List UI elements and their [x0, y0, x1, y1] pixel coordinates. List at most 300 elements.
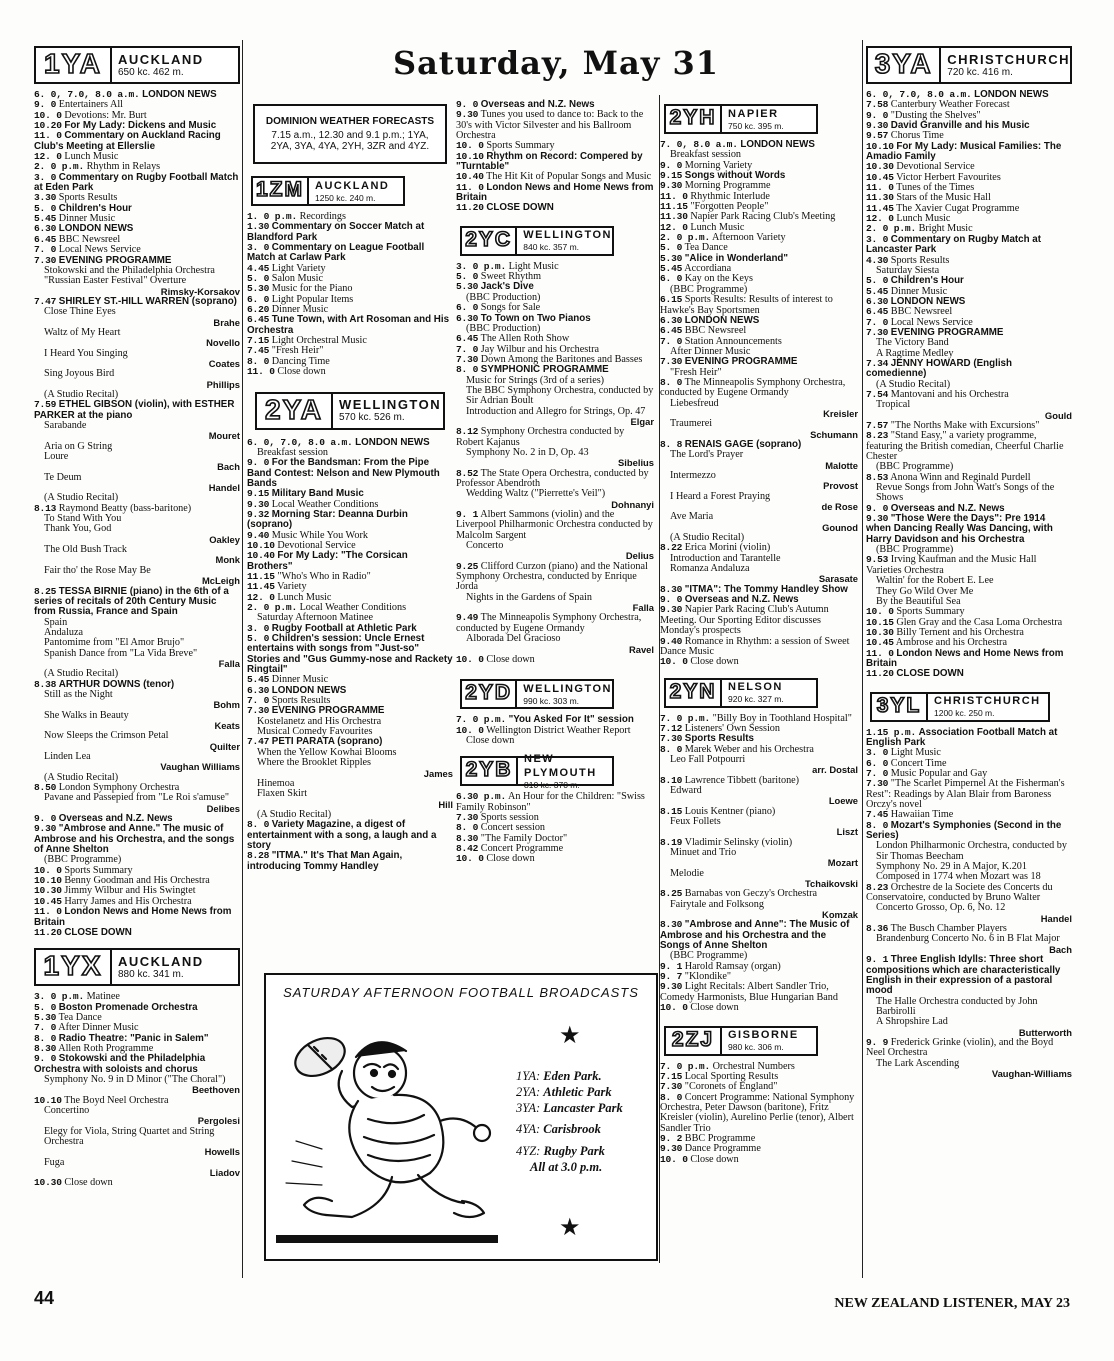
programme-entry [660, 399, 858, 420]
programme-entry [660, 637, 858, 658]
composer: Mouret [208, 430, 240, 442]
programme-title: Pantomime from "El Amor Brujo" [44, 637, 185, 649]
listing-2ya [247, 438, 453, 872]
programme-title: Afternoon Variety [712, 232, 786, 244]
programme-title: The Xavier Cugat Programme [896, 202, 1020, 214]
programme-title: (A Studio Recital) [44, 388, 119, 400]
programme-time: 9.30 [456, 109, 479, 121]
programme-title: "Who's Who in Radio" [277, 570, 371, 582]
programme-time: 11. 0 [34, 130, 62, 142]
programme-entry [866, 841, 1072, 862]
programme-entry [34, 452, 240, 473]
programme-title: "You Asked For It" session [508, 714, 634, 726]
programme-title: "Stand Easy," a variety programme, featuring the British comedian, Cheerful Charlie Chester [866, 430, 1064, 463]
programme-entry [866, 955, 1072, 996]
star-icon: ★ [559, 1215, 581, 1241]
programme-title: The Minneapolis Symphony Orchestra, conducted by Eugene Ormandy [456, 612, 642, 634]
programme-title: Local Weather Conditions [271, 498, 379, 510]
programme-entry [34, 349, 240, 370]
programme-title: For the Bandsman: From the Pipe Band Contest: Nelson and New Plymouth Bands [247, 457, 440, 489]
station-city: NAPIER [728, 107, 779, 120]
publication-footer: NEW ZEALAND LISTENER, MAY 23 [834, 1296, 1070, 1311]
programme-title: Songs for Sale [480, 302, 541, 314]
programme-title: "Alice in Wonderland" [684, 252, 789, 264]
programme-time: 7.12 [660, 722, 683, 734]
programme-time: 5.45 [247, 674, 270, 686]
programme-title: Rhythm on Record: Compered by "Turntable" [456, 150, 643, 173]
programme-title: Breakfast session [257, 446, 329, 458]
programme-entry [34, 907, 240, 928]
programme-title: London Symphony Orchestra [58, 782, 180, 794]
programme-title: "Billy Boy in Toothland Hospital" [712, 712, 852, 724]
programme-time: 7.54 [866, 388, 889, 400]
programme-title: Loure [44, 451, 69, 463]
station-frequency: 1250 kc. 240 m. [315, 192, 376, 203]
station-city: WELLINGTON [523, 229, 612, 242]
programme-title: Allen Roth Programme [58, 1042, 154, 1054]
programme-entry [866, 997, 1072, 1018]
programme-title: Spain [44, 616, 68, 628]
programme-time: 8.30 [660, 583, 683, 595]
programme-title: Overseas and N.Z. News [480, 99, 595, 110]
programme-time: 12. 0 [247, 591, 275, 603]
programme-time: 11. 0 [456, 181, 484, 193]
programme-entry [866, 1059, 1072, 1080]
programme-title: (BBC Programme) [670, 283, 748, 295]
programme-entry [660, 657, 858, 667]
programme-time: 9. 1 [660, 960, 683, 972]
programme-title: Concerto Grosso, Op. 6, No. 12 [876, 902, 1006, 914]
programme-entry [456, 655, 654, 665]
programme-time: 8.13 [34, 502, 57, 514]
programme-title: Sarabande [44, 420, 87, 431]
programme-time: 6. 0, 7.0, 8.0 a.m. [34, 89, 140, 100]
programme-title: Mozart's Symphonies (Second in the Series) [866, 819, 1062, 842]
programme-title: Rhythm in Relays [86, 161, 161, 173]
station-code: 3YL [872, 694, 928, 720]
listing-1ya [34, 90, 240, 938]
programme-entry [866, 400, 1072, 421]
programme-time: 9.40 [660, 635, 683, 647]
programme-time: 8.10 [660, 774, 683, 786]
programme-time: 6.15 [660, 294, 683, 306]
programme-title: Recordings [299, 211, 346, 222]
programme-title: Traumerei [670, 418, 713, 430]
programme-time: 10.10 [866, 140, 894, 152]
programme-time: 2. 0 p.m. [247, 602, 298, 613]
programme-time: 2. 0 p.m. [866, 223, 917, 235]
programme-time: 7.34 [866, 357, 889, 369]
programme-time: 6.45 [456, 333, 479, 345]
programme-time: 3. 0 p.m. [456, 260, 507, 272]
programme-title: LONDON NEWS [890, 295, 966, 307]
programme-entry [456, 541, 654, 562]
station-header-2yn [664, 678, 818, 708]
programme-title: Andaluza [44, 626, 84, 638]
programme-time: 9.30 [866, 513, 889, 525]
programme-title: Tea Dance [684, 242, 728, 254]
programme-time: 9.32 [247, 508, 270, 520]
programme-entry [456, 152, 654, 173]
programme-title: Tunes you used to dance to: Back to the 30's with Victor Silvester and his Ballroom Orchestra [456, 109, 644, 142]
programme-entry [34, 328, 240, 349]
programme-time: 11.20 [456, 202, 484, 214]
programme-title: (BBC Production) [466, 291, 541, 303]
programme-title: For My Lady: Musical Families: The Amadio Family [866, 140, 1062, 163]
programme-time: 6.30 [660, 314, 683, 326]
programme-time: 5.45 [866, 285, 889, 297]
programme-time: 10.30 [866, 626, 894, 638]
programme-entry [34, 793, 240, 814]
composer: Howells [204, 1146, 240, 1158]
programme-title: The Lark Ascending [876, 1057, 960, 1069]
station-header-2yc [460, 226, 614, 256]
column-5 [866, 40, 1072, 1079]
programme-time: 9.30 [660, 981, 683, 993]
programme-time: 9. 0 [34, 99, 57, 111]
programme-time: 6.30 [247, 684, 270, 696]
programme-time: 10.10 [456, 150, 484, 162]
programme-time: 8.52 [456, 467, 479, 479]
programme-title: Radio Theatre: "Panic in Salem" [58, 1032, 209, 1044]
composer: Delibes [206, 802, 240, 814]
composer: Sibelius [618, 457, 654, 469]
programme-time: 3. 0 [247, 242, 270, 254]
programme-time: 9. 0 [866, 109, 889, 121]
programme-title: The Busch Chamber Players [890, 923, 1007, 935]
programme-title: Sports Summary [486, 140, 555, 152]
composer: Elgar [630, 415, 654, 427]
station-code: 2YC [462, 228, 517, 254]
programme-title: Raymond Beatty (bass-baritone) [58, 502, 192, 514]
programme-title: Intermezzo [670, 470, 716, 481]
programme-title: (A Studio Recital) [257, 808, 332, 820]
programme-title: Erica Morini (violin) [684, 542, 771, 554]
programme-title: Lawrence Tibbett (baritone) [684, 774, 800, 786]
weather-forecast-box [253, 104, 447, 164]
programme-title: Napier Park Racing Club's Autumn Meeting. Our Sporting Editor discusses Monday's prospects [660, 604, 829, 637]
programme-time: 10. 0 [866, 606, 894, 618]
programme-time: 12. 0 [660, 221, 688, 233]
programme-entry [866, 883, 1072, 904]
programme-time: 5.30 [34, 1011, 57, 1023]
programme-time: 8. 0 [866, 819, 889, 831]
programme-title: Accordiana [684, 263, 732, 275]
station-code: 2YN [666, 680, 722, 706]
programme-title: Morning Star: Deanna Durbin (soprano) [247, 508, 408, 531]
programme-title: Down Among the Baritones and Basses [480, 353, 643, 365]
programme-title: (BBC Programme) [44, 854, 122, 866]
programme-title: "The Norths Make with Excursions" [890, 420, 1040, 431]
composer: Phillips [206, 378, 240, 390]
programme-time: 5. 0 [660, 242, 683, 254]
programme-title: Frederick Grinke (violin), and the Boyd Neel Orchestra [866, 1036, 1054, 1059]
programme-title: Devotions: Mr. Burt [64, 109, 147, 121]
programme-title: Concerto [466, 540, 504, 552]
station-header-2yd [460, 679, 614, 709]
station-frequency: 650 kc. 462 m. [118, 66, 184, 78]
listing-2yb [456, 792, 654, 864]
programme-title: Chorus Time [890, 130, 944, 142]
programme-time: 10. 0 [660, 656, 688, 668]
programme-time: 8.25 [660, 888, 683, 900]
programme-title: (BBC Programme) [876, 461, 954, 473]
programme-title: A Ragtime Medley [876, 347, 954, 359]
column-rule [862, 40, 863, 1278]
programme-title: An Hour for the Children: "Swiss Family Robinson" [456, 791, 645, 813]
programme-title: Three English Idylls: Three short compositions which are characteristically English in their expression of a pastoral mood [866, 954, 1061, 997]
programme-time: 9.30 [660, 1143, 683, 1155]
programme-title: The Old Bush Track [44, 544, 127, 556]
programme-entry [456, 489, 654, 510]
programme-title: Albert Sammons (violin) and the Liverpool Philharmonic Orchestra conducted by Malcolm Sargent [456, 509, 653, 541]
programme-entry [660, 1155, 858, 1165]
station-header-1zm [251, 176, 405, 206]
programme-title: Canterbury Weather Forecast [890, 99, 1010, 111]
programme-time: 9. 0 [34, 813, 57, 825]
composer: Beethoven [192, 1084, 240, 1096]
programme-entry [456, 203, 654, 213]
programme-title: "Klondike" [684, 971, 732, 983]
programme-time: 7.58 [866, 99, 889, 111]
programme-title: Orchestral Numbers [712, 1060, 795, 1072]
programme-time: 8. 0 [34, 1032, 57, 1044]
programme-entry [34, 400, 240, 421]
composer: Rimsky-Korsakov [160, 285, 240, 297]
programme-entry [866, 903, 1072, 924]
composer: Falla [218, 657, 240, 669]
programme-title: (A Studio Recital) [876, 378, 951, 390]
programme-entry [660, 1003, 858, 1013]
programme-title: Entertainers All [58, 99, 123, 111]
programme-title: Music While You Work [271, 529, 368, 541]
programme-time: 11.45 [247, 581, 275, 593]
programme-entry [34, 1054, 240, 1075]
programme-title: (A Studio Recital) [44, 771, 119, 783]
programme-time: 10.45 [866, 171, 894, 183]
programme-title: Anona Winn and Reginald Purdell [890, 471, 1031, 483]
programme-title: Victor Herbert Favourites [896, 171, 1001, 183]
programme-title: Commentary on Soccer Match at Blandford Park [247, 221, 425, 243]
composer: Pergolesi [197, 1115, 240, 1127]
programme-time: 8.30 [660, 919, 683, 931]
page-number: 44 [34, 1288, 55, 1308]
programme-title: (A Studio Recital) [44, 492, 119, 504]
programme-time: 8.22 [660, 542, 683, 554]
programme-title: (A Studio Recital) [44, 668, 119, 680]
programme-title: Stokowski and the Philadelphia Orchestra with soloists and chorus [34, 1053, 206, 1075]
programme-title: Fair tho' the Rose May Be [44, 564, 151, 576]
programme-title: Musical Comedy Favourites [257, 726, 373, 738]
programme-title: Harry James and His Orchestra [64, 895, 192, 907]
programme-title: Leo Fall Potpourri [670, 753, 746, 765]
football-station: 1YA: [516, 1069, 541, 1083]
programme-title: Edward [670, 784, 702, 796]
programme-title: LONDON NEWS [142, 89, 217, 100]
programme-time: 11. 0 [34, 906, 62, 918]
programme-title: Romanza Andaluza [670, 563, 750, 575]
programme-entry [34, 928, 240, 938]
programme-time: 9. 1 [866, 954, 889, 966]
programme-entry [456, 110, 654, 141]
programme-time: 4.30 [866, 254, 889, 266]
station-city: AUCKLAND [118, 51, 204, 67]
programme-entry [247, 551, 453, 572]
programme-time: 10.45 [34, 895, 62, 907]
programme-title: "ITMA": The Tommy Handley Show [684, 583, 848, 595]
programme-time: 8.30 [34, 1042, 57, 1054]
programme-title: The State Opera Orchestra, conducted by Professor Abendroth [456, 467, 649, 489]
programme-entry [456, 469, 654, 490]
football-venue: Rugby Park [543, 1144, 605, 1159]
programme-title: Glen Gray and the Casa Loma Orchestra [896, 616, 1063, 628]
station-header-1yx [34, 948, 240, 986]
station-code: 1YX [36, 950, 112, 984]
programme-time: 7. 0 [660, 335, 683, 347]
composer: McLeigh [201, 575, 240, 587]
column-1 [34, 40, 240, 1189]
programme-time: 6.30 [456, 312, 479, 324]
programme-title: Te Deum [44, 471, 82, 483]
programme-title: Commentary on Rugby Match at Lancaster Park [866, 233, 1042, 256]
station-frequency: 920 kc. 327 m. [728, 694, 784, 705]
programme-time: 7.15 [247, 335, 270, 347]
programme-title: Morning Programme [684, 180, 771, 192]
forecast-text: 7.15 a.m., 12.30 and 9.1 p.m.; 1YA, 2YA, 3YA, 4YA, 2YH, 3ZR and 4YZ. [270, 130, 430, 152]
programme-title: Bright Music [918, 223, 973, 235]
programme-entry [34, 1127, 240, 1158]
programme-title: Dinner Music [271, 304, 329, 316]
programme-title: Concert Programme: National Symphony Orchestra, Peter Dawson (baritone), Fritz Kreisler (violin), Aurelino Perlie (tenor), Albert Sandler Trio [660, 1091, 855, 1134]
page-title: Saturday, May 31 [392, 44, 720, 82]
station-frequency: 810 kc. 370 m. [524, 779, 580, 790]
programme-entry [660, 869, 858, 890]
programme-title: Rugby Football at Athletic Park [271, 622, 417, 634]
programme-time: 2. 0 p.m. [660, 232, 711, 244]
programme-entry [660, 605, 858, 636]
programme-entry [866, 649, 1072, 670]
programme-title: "Ambrose and Anne." The music of Ambrose and his Orchestra, and the songs of Anne Shelton [34, 823, 235, 856]
programme-title: Overseas and N.Z. News [58, 813, 173, 825]
programme-title: Romance in Rhythm: a session of Sweet Dance Music [660, 635, 850, 657]
programme-title: Ambrose and his Orchestra [895, 637, 1007, 649]
programme-entry [456, 562, 654, 593]
programme-entry [660, 295, 858, 316]
composer: Quilter [209, 740, 240, 752]
programme-entry [866, 235, 1072, 256]
programme-entry [660, 900, 858, 921]
programme-title: Songs without Words [684, 170, 786, 182]
programme-entry [247, 458, 453, 489]
programme-title: "The Scarlet Pimpernel At the Fisherman's Rest": Readings by Alan Blair from Baroness Orczy's novel [866, 778, 1065, 810]
composer: Butterworth [1018, 1026, 1072, 1038]
station-header-1ya [34, 46, 240, 84]
programme-title: Children's Hour [890, 275, 964, 287]
programme-title: Close down [486, 853, 535, 865]
composer: Gould [1044, 409, 1072, 421]
station-city: AUCKLAND [118, 953, 204, 969]
programme-title: The Lord's Prayer [670, 449, 744, 461]
programme-title: LONDON NEWS [355, 436, 430, 448]
programme-title: London News and Home News from Britain [866, 647, 1064, 669]
programme-entry [247, 851, 453, 872]
programme-time: 9. 0 [660, 159, 683, 171]
programme-time: 8. 0 [456, 822, 479, 834]
programme-time: 7. 0 [34, 244, 57, 256]
programme-entry [866, 555, 1072, 576]
programme-title: Dinner Music [890, 285, 948, 297]
programme-title: Wedding Waltz ("Pierrette's Veil") [466, 488, 606, 500]
programme-title: Lunch Music [896, 213, 951, 225]
programme-title: "ITMA." It's That Man Again, introducing Tommy Handley [247, 850, 403, 872]
station-city: WELLINGTON [339, 397, 442, 412]
programme-title: Mantovani and his Orchestra [890, 388, 1009, 400]
programme-title: Kay on the Keys [684, 273, 753, 285]
station-code: 2YB [462, 758, 518, 784]
programme-entry [456, 854, 654, 864]
programme-title: BBC Newsreel [684, 325, 747, 337]
programme-title: Introduction and Allegro for Strings, Op. 47 [466, 405, 646, 417]
programme-title: Marek Weber and his Orchestra [684, 743, 814, 755]
programme-time: 10.30 [34, 1177, 62, 1189]
programme-entry [660, 1093, 858, 1134]
programme-entry [34, 421, 240, 442]
programme-title: David Granville and his Music [890, 120, 1030, 132]
programme-title: Symphony No. 2 in D, Op. 43 [466, 446, 589, 458]
programme-title: Breakfast session [670, 149, 742, 161]
programme-entry [660, 982, 858, 1003]
programme-time: 11.30 [866, 192, 894, 204]
programme-title: Minuet and Trio [670, 847, 737, 858]
programme-time: 8.23 [866, 881, 889, 893]
programme-time: 10.10 [247, 539, 275, 551]
composer: Brahe [213, 316, 240, 328]
composer: Vaughan Williams [160, 761, 240, 773]
programme-title: CLOSE DOWN [486, 202, 554, 214]
programme-title: Commentary on Rugby Football Match at Eden Park [34, 171, 239, 194]
station-frequency: 840 kc. 357 m. [523, 242, 580, 253]
programme-title: By the Beautiful Sea [876, 595, 961, 607]
programme-time: 11. 0 [866, 182, 894, 194]
programme-time: 11.20 [34, 926, 62, 938]
programme-title: Devotional Service [277, 539, 356, 551]
programme-title: Benny Goodman and His Orchestra [64, 875, 210, 887]
programme-title: (BBC Programme) [876, 544, 954, 556]
programme-time: 6.20 [247, 304, 270, 316]
programme-time: 7.15 [660, 1070, 683, 1082]
programme-entry [34, 711, 240, 732]
programme-title: Rhythmic Interlude [690, 190, 770, 202]
football-venue: Carisbrook [543, 1122, 601, 1137]
programme-entry [660, 450, 858, 471]
composer: Liszt [836, 826, 858, 838]
programme-time: 7. 0 [456, 343, 479, 355]
forecast-heading: DOMINION WEATHER FORECASTS [265, 116, 435, 127]
programme-title: Barnabas von Geczy's Orchestra [684, 888, 818, 900]
programme-title: Saturday Afternoon Matinee [257, 612, 373, 624]
programme-entry [866, 934, 1072, 955]
listing-2ya-cont [456, 100, 654, 214]
composer: Mozart [827, 857, 858, 869]
programme-time: 12. 0 [34, 151, 62, 163]
programme-title: Sports Summary [64, 864, 133, 876]
composer: Monk [215, 554, 240, 566]
station-code: 2ZJ [666, 1028, 722, 1054]
composer: Delius [625, 550, 654, 562]
programme-title: Fuga [44, 1156, 65, 1168]
composer: Provost [823, 480, 858, 492]
composer: Komzak [822, 909, 858, 921]
